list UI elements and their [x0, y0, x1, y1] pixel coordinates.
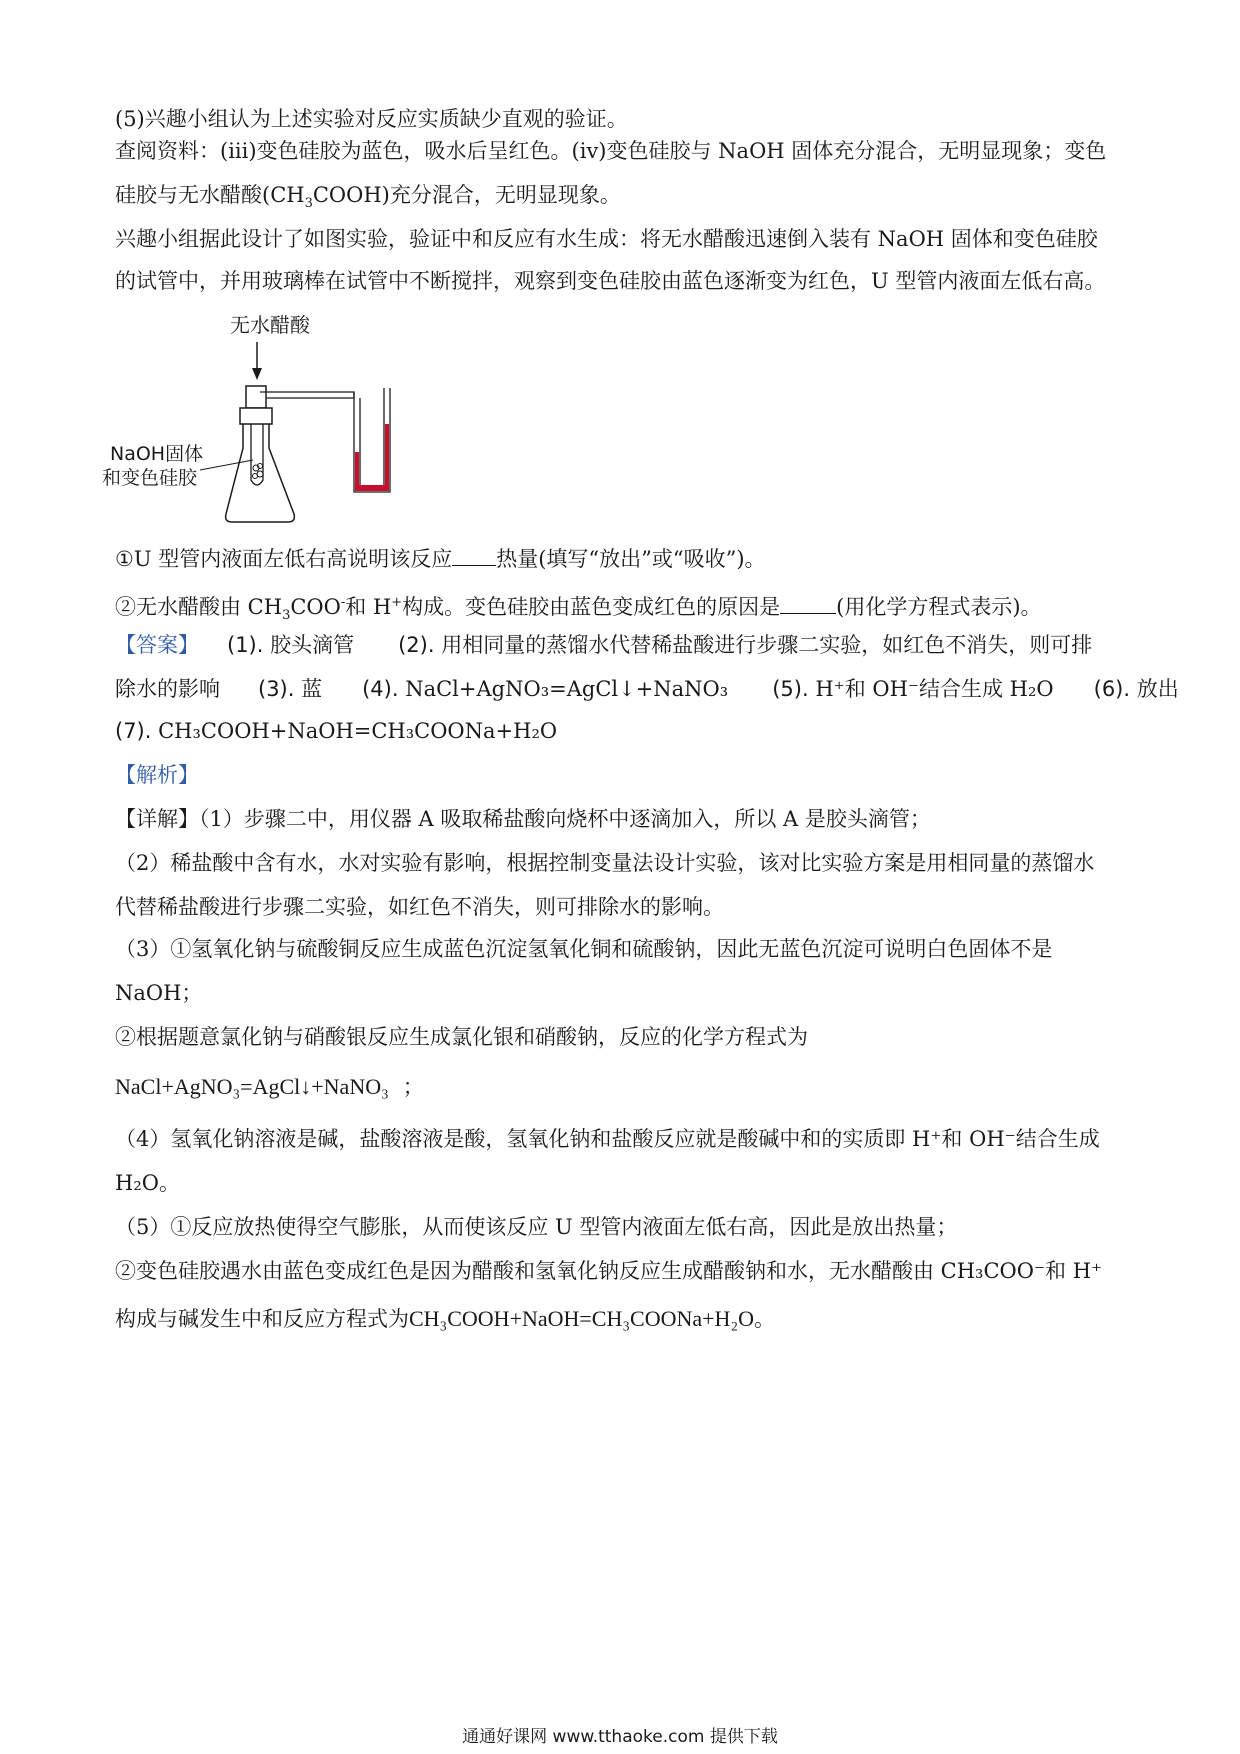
design-line-2: 的试管中，并用玻璃棒在试管中不断搅拌，观察到变色硅胶由蓝色逐渐变为红色，U 型管内液面左低右高。 — [115, 269, 1106, 293]
detail-2b: 代替稀盐酸进行步骤二实验，如红色不消失，则可排除水的影响。 — [115, 895, 724, 919]
detail-4a: （4）氢氧化钠溶液是碱，盐酸溶液是酸，氢氧化钠和盐酸反应就是酸碱中和的实质即 H⁺和 OH⁻结合生成 — [115, 1127, 1100, 1151]
figure-side-label-2: 和变色硅胶 — [102, 467, 198, 489]
connecting-tube — [260, 392, 354, 398]
detail-2a: （2）稀盐酸中含有水，水对实验有影响，根据控制变量法设计实验，该对比实验方案是用相同量的蒸馏水 — [115, 851, 1095, 875]
detail-1: 【详解】（1）步骤二中，用仪器 A 吸取稀盐酸向烧杯中逐滴加入，所以 A 是胶头滴管； — [115, 807, 931, 831]
reference-line-1: 查阅资料：(iii)变色硅胶为蓝色，吸水后呈红色。(iv)变色硅胶与 NaOH 固体充分混合，无明显现象；变色 — [115, 139, 1107, 163]
experiment-figure — [100, 308, 460, 533]
conical-flask — [226, 424, 295, 522]
answer-line-3: (7). CH₃COOH+NaOH=CH₃COONa+H₂O — [115, 719, 558, 743]
question-2: ②无水醋酸由 $CH_3COO^-$和 H+构成。变色硅胶由蓝色变成红色的原因是 (用化学方程式表示)。 — [115, 595, 1042, 624]
reference-line-2: 硅胶与无水醋酸$(CH_3COOH)$充分混合，无明显现象。 — [115, 183, 621, 212]
page-footer: 通通好课网 www.tthaoke.com 提供下载 — [462, 1727, 778, 1747]
question-5-title: (5)兴趣小组认为上述实验对反应实质缺少直观的验证。 — [115, 107, 628, 131]
figure-top-label: 无水醋酸 — [230, 313, 310, 337]
figure-side-label-1: NaOH固体 — [110, 443, 204, 465]
analysis-label: 【解析】 — [115, 763, 199, 787]
detail-5a: （5）①反应放热使得空气膨胀，从而使该反应 U 型管内液面左低右高，因此是放出热量； — [115, 1215, 958, 1239]
answer-line-2: 除水的影响 (3). 蓝 (4). NaCl+AgNO₃=AgCl↓+NaNO₃ (5). H⁺和 OH⁻结合生成 H₂O (6). 放出 — [115, 677, 1179, 701]
detail-5b: ②变色硅胶遇水由蓝色变成红色是因为醋酸和氢氧化钠反应生成醋酸钠和水，无水醋酸由 CH₃COO⁻和 H⁺ — [115, 1259, 1103, 1283]
u-tube — [354, 388, 390, 492]
detail-3a: （3）①氢氧化钠与硫酸铜反应生成蓝色沉淀氢氧化铜和硫酸钠，因此无蓝色沉淀可说明白色固体不是 — [115, 937, 1053, 961]
question-1: ①U 型管内液面左低右高说明该反应 热量(填写“放出”或“吸收”)。 — [115, 547, 766, 571]
answer-label: 【答案】 — [115, 633, 199, 657]
stopper — [246, 386, 266, 408]
detail-3-equation: NaCl+AgNO₃=AgCl↓+NaNO₃ ； — [115, 1074, 424, 1099]
detail-3b: NaOH； — [115, 981, 203, 1005]
design-line-1: 兴趣小组据此设计了如图实验，验证中和反应有水生成：将无水醋酸迅速倒入装有 NaOH 固体和变色硅胶 — [115, 227, 1098, 251]
detail-3c: ②根据题意氯化钠与硝酸银反应生成氯化银和硝酸钠，反应的化学方程式为 — [115, 1025, 808, 1049]
detail-4b: H₂O。 — [115, 1171, 180, 1195]
detail-5c: 构成与碱发生中和反应方程式为CH₃COOH+NaOH=CH₃COONa+H₂O。 — [115, 1306, 775, 1331]
answer-line-1: 【答案】 (1). 胶头滴管 (2). 用相同量的蒸馏水代替稀盐酸进行步骤二实验，如红色不消失，则可排 — [115, 633, 1093, 657]
